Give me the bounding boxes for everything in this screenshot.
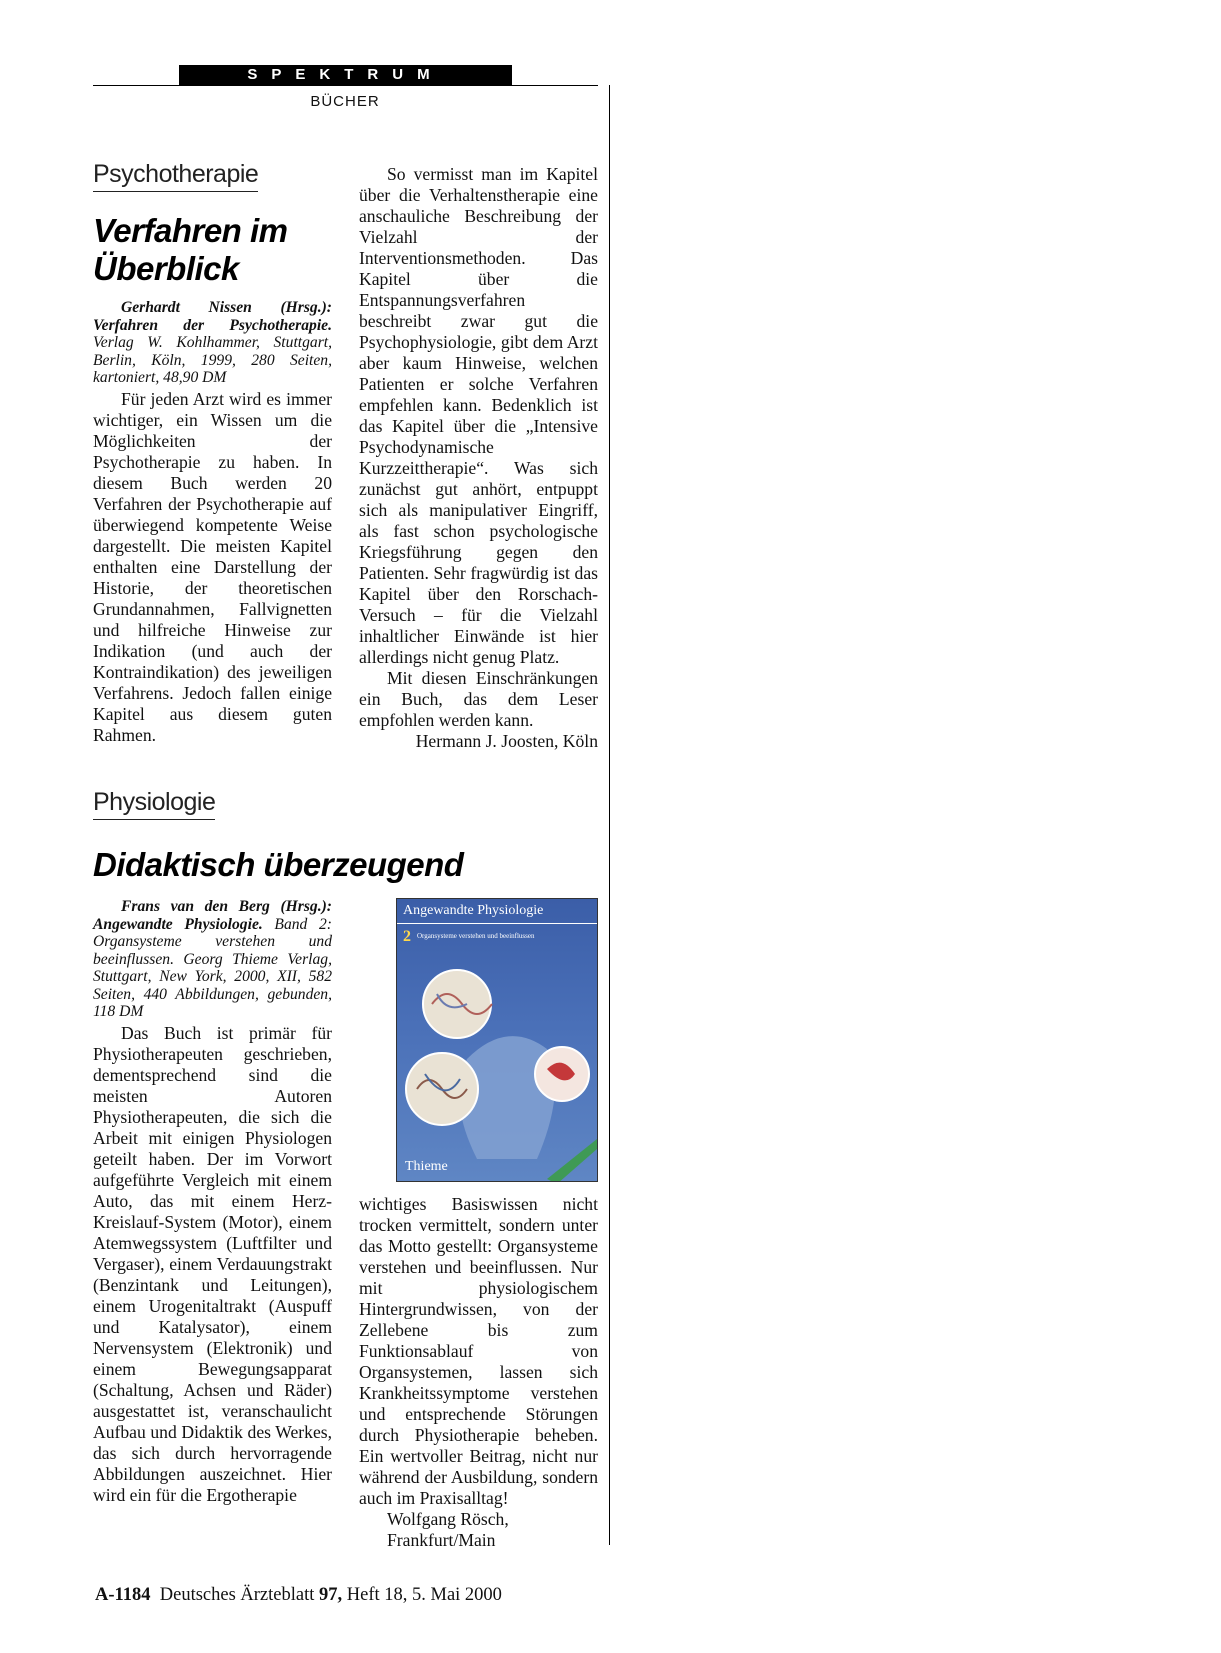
- article1-paragraph-1: Für jeden Arzt wird es immer wichtiger, ein Wissen um die Möglichkeiten der Psychotherapie zu haben. In diesem Buch werden 20 Verfahren der Psychotherapie auf überwiegend kompetente Weise dargestellt. Die meisten Kapitel enthalten eine Darstellung der Historie, der theoretischen Grundannahmen, Fallvignetten und hilfreiche Hinweise zur Indikation (und auch der Kontraindikation) des jeweiligen Verfahrens. Jedoch fallen einige Kapitel aus diesem guten Rahmen.: [93, 388, 332, 745]
- book-cover-image: [396, 898, 598, 1182]
- article2-paragraph-1: Das Buch ist primär für Physiotherapeuten geschrieben, dementsprechend sind die meisten Autoren Physiotherapeuten, die sich die Arbeit mit einigen Physiologen geteilt haben. Der im Vorwort aufgeführte Vergleich mit einem Auto, das mit einem Herz-Kreislauf-System (Motor), einem Atemwegssystem (Luftfilter und Vergaser), einem Verdauungstrakt (Benzintank und Leitungen), einem Urogenitaltrakt (Auspuff und Katalysator), einem Nervensystem (Elektronik) und einem Bewegungsapparat (Schaltung, Achsen und Räder) ausgestattet ist, veranschaulicht Aufbau und Didaktik des Werkes, das sich durch hervorragende Abbildungen auszeichnet. Hier wird ein für die Ergotherapie: [93, 1022, 332, 1505]
- article1-title: [93, 212, 288, 288]
- subsection-label: BÜCHER: [310, 93, 380, 110]
- journal-issue: Heft 18, 5. Mai 2000: [346, 1585, 502, 1605]
- article2-category: Physiologie: [93, 788, 215, 820]
- article1-bib-author: Gerhardt Nissen (Hrsg.): Verfahren der Psychotherapie.: [93, 299, 332, 334]
- article2-bib-author: Frans van den Berg (Hrsg.): Angewandte Physiologie.: [93, 898, 332, 933]
- article2-paragraph-1-continued: wichtiges Basiswissen nicht trocken vermittelt, sondern unter das Motto gestellt: Organsysteme verstehen und beeinflussen. Nur mit physiologischem Hintergrundwissen, von der Zellebene bis zum Funktionsablauf von Organsystemen, lassen sich Krankheitssymptome verstehen und entsprechende Störungen durch Physiotherapie beheben. Ein wertvoller Beitrag, nicht nur während der Ausbildung, sondern auch im Praxisalltag!: [359, 1194, 598, 1508]
- cover-subtitle: Organsysteme verstehen und beeinflussen: [417, 932, 535, 940]
- article1-bibliography: [93, 299, 332, 387]
- cover-illustration: [397, 949, 597, 1182]
- cover-title: Angewandte Physiologie: [397, 899, 597, 924]
- article1-paragraph-3: Mit diesen Einschränkungen ein Buch, das dem Leser empfohlen werden kann.: [359, 668, 598, 730]
- header-rule: [93, 85, 598, 86]
- article1-signature: Hermann J. Joosten, Köln: [415, 731, 598, 751]
- cover-band-number: 2: [403, 928, 411, 945]
- article1-column-right: [359, 164, 598, 752]
- article2-column-left: [93, 898, 332, 1506]
- article1-bib-details: Verlag W. Kohlhammer, Stuttgart, Berlin, Köln, 1999, 280 Seiten, kartoniert, 48,90 DM: [93, 334, 332, 386]
- article2-bib-details: Band 2: Organsysteme verstehen und beeinflussen. Georg Thieme Verlag, Stuttgart, New York, 2000, XII, 582 Seiten, 440 Abbildungen, gebunden, 118 DM: [93, 915, 332, 1020]
- article2-signature-line2: Frankfurt/Main: [387, 1530, 496, 1550]
- article1-paragraph-2: So vermisst man im Kapitel über die Verhaltenstherapie eine anschauliche Beschreibung der Vielzahl der Interventionsmethoden. Das Kapitel über die Entspannungsverfahren beschreibt zwar gut die Psychophysiologie, gibt dem Arzt aber kaum Hinweise, welchen Patienten er solche Verfahren empfehlen kann. Bedenklich ist das Kapitel über die „Intensive Psychodynamische Kurzzeittherapie“. Was sich zunächst gut anhört, entpuppt sich als manipulativer Eingriff, als fast schon psychologische Kriegsführung gegen den Patienten. Sehr fragwürdig ist das Kapitel über den Rorschach-Versuch – für die Vielzahl inhaltlicher Einwände ist hier allerdings nicht genug Platz.: [359, 164, 598, 667]
- article1-column-left: [93, 299, 332, 746]
- section-header: SPEKTRUM: [179, 65, 512, 85]
- article2-bibliography: [93, 898, 332, 1021]
- journal-volume: 97,: [319, 1585, 343, 1605]
- article2-signature-line1: Wolfgang Rösch,: [387, 1509, 509, 1529]
- article1-title-line2: Überblick: [93, 250, 239, 287]
- cover-publisher: Thieme: [405, 1159, 448, 1174]
- article2-title: Didaktisch überzeugend: [93, 846, 464, 883]
- journal-name: Deutsches Ärzteblatt: [159, 1585, 315, 1605]
- article2-column-right: [359, 1194, 598, 1551]
- page-number: A-1184: [95, 1585, 151, 1605]
- page-footer: [95, 1585, 502, 1606]
- article1-category: Psychotherapie: [93, 160, 258, 192]
- article1-title-line1: Verfahren im: [93, 212, 288, 249]
- column-rule: [609, 85, 610, 1545]
